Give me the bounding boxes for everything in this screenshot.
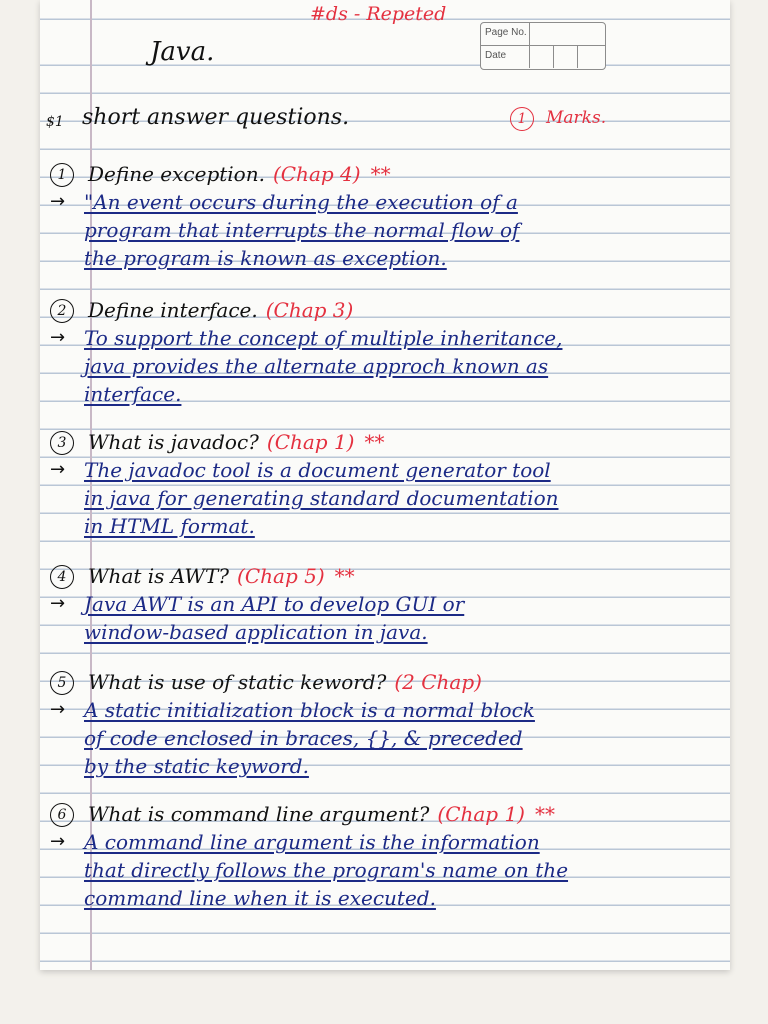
importance-stars: ** — [535, 802, 555, 826]
answer-line: command line when it is executed. — [84, 886, 436, 910]
question-number: 6 — [50, 803, 74, 827]
question-text: What is command line argument? — [88, 802, 430, 826]
answer-line: Java AWT is an API to develop GUI or — [84, 592, 465, 616]
section-prefix: $1 — [46, 114, 64, 130]
question-line — [88, 800, 555, 828]
answer-line: java provides the alternate approch known as — [84, 354, 549, 378]
stamp-divider — [553, 46, 554, 68]
stamp-divider — [529, 23, 530, 45]
answer-line: A static initialization block is a normal block — [84, 698, 535, 722]
question-line — [88, 428, 385, 456]
answer-line: in java for generating standard documentation — [84, 486, 559, 510]
question-number: 2 — [50, 299, 74, 323]
header-note: #ds - Repeted — [310, 3, 447, 25]
answer-arrow-icon: → — [50, 831, 66, 852]
question-text: Define exception. — [88, 162, 265, 186]
question-text: Define interface. — [88, 298, 258, 322]
question-line — [88, 160, 391, 188]
chapter-tag: (Chap 3) — [265, 298, 354, 322]
answer-arrow-icon: → — [50, 327, 66, 348]
chapter-tag: (Chap 1) — [266, 430, 355, 454]
question-text: What is use of static keword? — [88, 670, 387, 694]
importance-stars: ** — [364, 430, 385, 454]
answer-line: program that interrupts the normal flow of — [84, 218, 520, 242]
question-line — [88, 296, 353, 324]
answer-arrow-icon: → — [50, 191, 66, 212]
importance-stars: ** — [334, 564, 355, 588]
answer-line: in HTML format. — [84, 514, 255, 538]
notebook-page — [40, 0, 730, 970]
chapter-tag: (Chap 1) — [437, 802, 525, 826]
answer-line: that directly follows the program's name on the — [84, 858, 569, 882]
answer-line: the program is known as exception. — [84, 246, 447, 270]
chapter-tag: (Chap 5) — [237, 564, 325, 588]
stamp-divider — [529, 46, 530, 68]
answer-line: To support the concept of multiple inheritance, — [84, 326, 563, 350]
answer-line: The javadoc tool is a document generator tool — [84, 458, 551, 482]
question-number: 5 — [50, 671, 74, 695]
chapter-tag: (2 Chap) — [394, 670, 482, 694]
answer-arrow-icon: → — [50, 459, 66, 480]
chapter-tag: (Chap 4) — [272, 162, 361, 186]
answer-line: of code enclosed in braces, {}, & preceded — [84, 726, 523, 750]
page-no-row — [481, 23, 605, 46]
answer-line: by the static keyword. — [84, 754, 309, 778]
section-title: short answer questions. — [82, 105, 350, 130]
answer-line: "An event occurs during the execution of a — [84, 190, 518, 214]
question-number: 3 — [50, 431, 74, 455]
page-title: Java. — [150, 37, 215, 67]
question-text: What is javadoc? — [88, 430, 259, 454]
marks-label: Marks. — [546, 108, 607, 128]
stamp-divider — [577, 46, 578, 68]
answer-arrow-icon: → — [50, 593, 66, 614]
page-date-stamp — [480, 22, 606, 70]
answer-arrow-icon: → — [50, 699, 66, 720]
date-label: Date — [485, 50, 507, 61]
answer-line: interface. — [84, 382, 182, 406]
question-text: What is AWT? — [88, 564, 230, 588]
importance-stars: ** — [370, 162, 391, 186]
answer-line: A command line argument is the information — [84, 830, 540, 854]
question-number: 4 — [50, 565, 74, 589]
date-row — [481, 46, 605, 68]
page-no-label: Page No. — [485, 27, 527, 38]
answer-line: window-based application in java. — [84, 620, 428, 644]
marks-number: 1 — [510, 107, 534, 131]
question-number: 1 — [50, 163, 74, 187]
question-line — [88, 668, 482, 696]
question-line — [88, 562, 355, 590]
